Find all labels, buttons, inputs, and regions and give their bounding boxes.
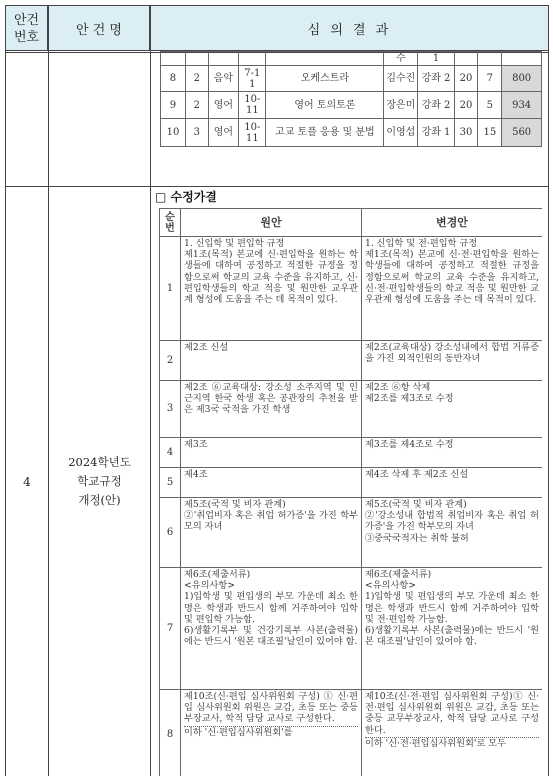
course-cell: 장은미: [384, 92, 418, 119]
course-cell: 음악: [208, 66, 239, 92]
course-cell: 8: [161, 66, 186, 92]
revised-cell: 제2조 ⑥항 삭제 제2조를 제3조로 수정: [362, 381, 543, 438]
original-cell: [181, 690, 362, 776]
frame-col2: [150, 5, 151, 776]
course-cell: 9: [161, 92, 186, 119]
course-cell: 3: [185, 119, 208, 147]
revision-row: [160, 468, 543, 498]
course-cell: 10: [161, 119, 186, 147]
original-cell: 제3조: [181, 438, 362, 468]
revised-cell: 제6조(제출서류) <유의사항> 1)입학생 및 편입생의 부모 가운데 최소 한 명은 학생과 반드시 함께 거주하여야 입학 및 전·편입학 가능함. 6)생활기록부 사본(출력물)에는 반드시 '원본 대조필'날인이 있어야 함.: [362, 568, 543, 690]
row-number: 2: [160, 341, 181, 381]
course-cell: 10-11: [239, 92, 266, 119]
course-cell: 영어: [208, 92, 239, 119]
original-cell: 제5조(국적 및 비자 관계) ②'취업비자 혹은 취업 허가증'을 가진 학부모의 자녀: [181, 498, 362, 568]
original-cell-text: 제10조(신·편입 심사위원회 구성) ① 신·편입 심사위원회 위원은 교감, 초등 또는 중등 부장교사, 학적 담당 교사로 구성한다.: [184, 691, 358, 725]
course-cell: 김수진: [384, 66, 418, 92]
original-cell-tail-text: 이하 '신·편입심사위원회'를: [184, 726, 293, 738]
row-number: 5: [160, 468, 181, 498]
course-row: [161, 119, 542, 147]
course-partial-row: [161, 52, 542, 66]
revised-cell-tail: [365, 737, 539, 749]
course-table: [160, 51, 542, 147]
revised-cell: 제4조 삭제 후 제2조 신설: [362, 468, 543, 498]
agenda-title-text: 2024학년도 학교규정 개정(안): [68, 455, 131, 507]
original-cell: 제2조 ⑥교육대상: 강소성 소주지역 및 인근지역 한국 학생 혹은 공관장의 추천을 받은 제3국 국적을 가진 학생: [181, 381, 362, 438]
course-cell: 고교 토플 응용 및 분법: [266, 119, 384, 147]
revision-row: [160, 381, 543, 438]
course-cell: 영어 토의토론: [266, 92, 384, 119]
course-cell: 15: [478, 119, 502, 147]
revised-cell: [362, 690, 543, 776]
agenda-title: [49, 187, 150, 776]
row-number: 6: [160, 498, 181, 568]
revision-row: [160, 438, 543, 468]
course-cell: 강좌 2: [418, 92, 454, 119]
course-cell: 이영섭: [384, 119, 418, 147]
course-cell: 7-1 1: [239, 66, 266, 92]
header-agenda-name-text: 안 건 명: [76, 23, 122, 38]
section-heading-text: □ 수정가결: [155, 190, 217, 204]
course-cell-total: 560: [502, 119, 542, 147]
revised-cell-tail-text: 이하 '신·전·편입심사위원회'로 모두: [365, 737, 506, 749]
agenda-number-text: 4: [23, 474, 31, 489]
course-partial-cell: 수: [384, 52, 418, 66]
col-header-revised: 변경안: [362, 209, 543, 237]
row-number: 7: [160, 568, 181, 690]
row-number: 4: [160, 438, 181, 468]
original-cell: 제2조 신설: [181, 341, 362, 381]
col-header-no-text: 순번: [165, 211, 175, 234]
course-row: [161, 66, 542, 92]
revised-cell: 제5조(국적 및 비자 관계) ②'강소성내 합법적 취업비자 혹은 취업 허가증'을 가진 학부모의 자녀 ③중국국적자는 취학 불허: [362, 498, 543, 568]
row-number: 1: [160, 237, 181, 341]
course-cell-total: 934: [502, 92, 542, 119]
course-cell: 강좌 2: [418, 66, 454, 92]
revision-row: [160, 237, 543, 341]
header-agenda-name: [49, 6, 150, 51]
revision-row: [160, 568, 543, 690]
course-cell: 5: [478, 92, 502, 119]
original-cell: 제4조: [181, 468, 362, 498]
col-header-no: [160, 209, 181, 237]
course-cell: 20: [454, 66, 478, 92]
original-cell-tail: [184, 726, 358, 738]
agenda-number: [6, 187, 48, 776]
course-cell: 10-11: [239, 119, 266, 147]
revision-header-row: [160, 209, 543, 237]
row-number: 8: [160, 690, 181, 776]
course-cell: 2: [185, 92, 208, 119]
revision-table: [159, 208, 542, 776]
course-partial-cell: 1: [418, 52, 454, 66]
course-cell-total: 800: [502, 66, 542, 92]
course-cell: 오케스트라: [266, 66, 384, 92]
course-cell: 7: [478, 66, 502, 92]
header-agenda-no: [6, 6, 48, 51]
section-heading: [155, 188, 355, 204]
original-cell: 제6조(제출서류) <유의사항> 1)입학생 및 편입생의 부모 가운데 최소 한 명은 학생과 반드시 함께 거주하여야 입학 및 편입학 가능함. 6)생활기록부 및 건강기록부 사본(출력물)에는 반드시 '원본 대조필'날인이 있어야 함.: [181, 568, 362, 690]
course-cell: 강좌 1: [418, 119, 454, 147]
course-cell: 2: [185, 66, 208, 92]
revised-cell: 제2조(교육대상) 강소성내에서 합법 거류증을 가진 외적인원의 동반자녀: [362, 341, 543, 381]
revision-row: [160, 341, 543, 381]
header-result-text: 심 의 결 과: [307, 23, 392, 38]
course-cell: 30: [454, 119, 478, 147]
row-number: 3: [160, 381, 181, 438]
course-cell: 영어: [208, 119, 239, 147]
course-cell: 20: [454, 92, 478, 119]
frame-right: [548, 5, 549, 776]
revision-row: [160, 690, 543, 776]
course-row: [161, 92, 542, 119]
col-header-original: 원안: [181, 209, 362, 237]
header-result: [151, 6, 548, 51]
revised-cell: 1. 신입학 및 전·편입학 규정 제1조(목적) 본교에 신·전·편입학을 원하는 학생들에 대하여 공정하고 적절한 규정을 정함으로써 학교의 교육 수준을 유지하고, 신·전·편입학생들의 학교 적응 및 원만한 교우관계 형성에 도움을 주는 데 목적이 있다.: [362, 237, 543, 341]
revision-row: [160, 498, 543, 568]
header-agenda-no-text: 안건 번호: [13, 12, 40, 45]
revised-cell-text: 제10조(신·전·편입 심사위원회 구성)① 신·전·편입 심사위원회 위원은 교감, 초등 또는 중등 교무부장교사, 학적 담당 교사로 구성한다.: [365, 691, 539, 736]
revised-cell: 제3조를 제4조로 수정: [362, 438, 543, 468]
original-cell: 1. 신입학 및 편입학 규정 제1조(목적) 본교에 신·편입학을 원하는 학생들에 대하여 공정하고 적절한 규정을 정함으로써 학교의 교육 수준을 유지하고, 신·편입학생들의 학교 적응 및 원만한 교우관계 형성에 도움을 주는 데 목적이 있다.: [181, 237, 362, 341]
